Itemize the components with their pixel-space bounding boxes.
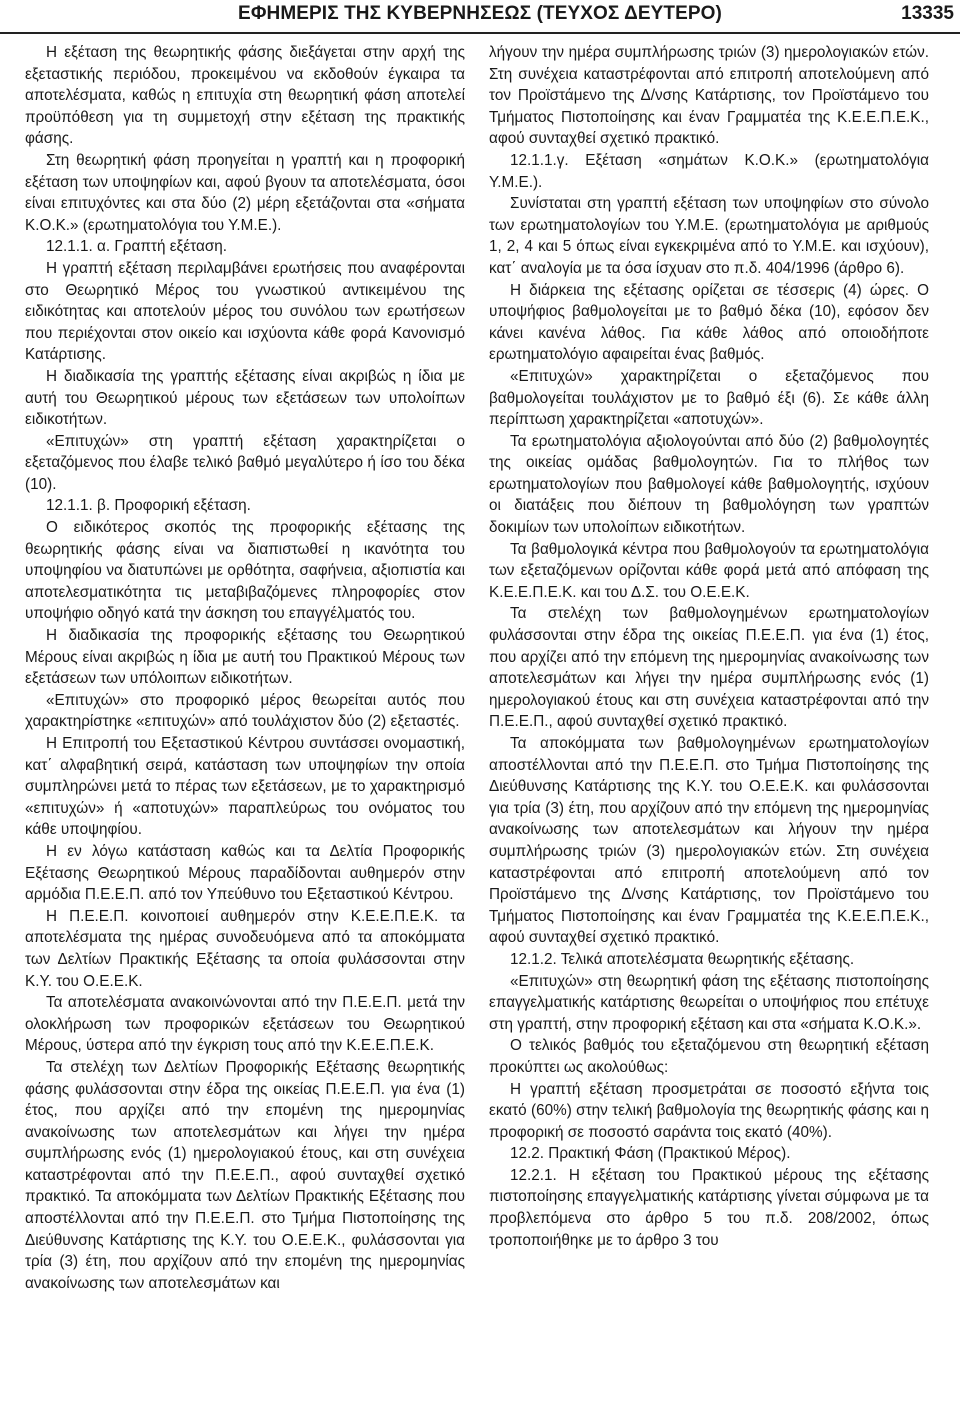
- paragraph: Η Επιτροπή του Εξεταστικού Κέντρου συντάσσει ονομαστική, κατ΄ αλφαβητική σειρά, κατάσταση των υποψηφίων την οποία συμπληρώνει μετά το πέρας των εξετάσεων, με το χαρακτηρισμό «επιτυχών» ή «αποτυχών» παραπλεύρως του ονόματος του κάθε υποψηφίου.: [25, 735, 465, 839]
- paragraph: Ο τελικός βαθμός του εξεταζόμενου στη θεωρητική εξέταση προκύπτει ως ακολούθως:: [489, 1037, 929, 1076]
- section-heading: 12.1.1. β. Προφορική εξέταση.: [46, 497, 251, 515]
- paragraph: Η εξέταση της θεωρητικής φάσης διεξάγεται στην αρχή της εξεταστικής περιόδου, προκειμένου να εκδοθούν έγκαιρα τα αποτελέσματα, καθώς η επιτυχία στη θεωρητική φάση αποτελεί προϋπόθεση για τη συμμετοχή στην εξέταση της πρακτικής φάσης.: [25, 44, 465, 148]
- paragraph: Η Π.Ε.Ε.Π. κοινοποιεί αυθημερόν στην Κ.Ε.Ε.Π.Ε.Κ. τα αποτελέσματα της ημέρας συνοδευόμενα από τα αποκόμματα των Δελτίων Πρακτικής Εξέτασης τα οποία φυλάσσονται στην Κ.Υ. του Ο.Ε.Ε.Κ.: [25, 907, 465, 990]
- section-heading: 12.1.2. Τελικά αποτελέσματα θεωρητικής εξέτασης.: [510, 950, 855, 968]
- paragraph: Συνίσταται στη γραπτή εξέταση των υποψηφίων στο σύνολο των ερωτηματολογίων του Υ.Μ.Ε. (ερωτηματολόγια με αριθμούς 1, 2, 4 και 5 όπως είναι εγκεκριμένα από το Υ.Μ.Ε. και ισχύουν), κατ΄ αναλογία με τα όσα ίσχυαν στο π.δ. 404/1996 (άρθρο 6).: [489, 195, 929, 277]
- section-heading: 12.1.1. α. Γραπτή εξέταση.: [46, 238, 228, 256]
- paragraph: Η γραπτή εξέταση προσμετράται σε ποσοστό εξήντα τοις εκατό (60%) στην τελική βαθμολογία της θεωρητικής φάσης και η προφορική σε ποσοστό σαράντα τοις εκατό (40%).: [489, 1080, 929, 1141]
- section-heading: 12.1.1.γ. Εξέταση «σημάτων Κ.Ο.Κ.» (ερωτηματολόγια Υ.Μ.Ε.).: [489, 151, 929, 191]
- paragraph: Η διαδικασία της γραπτής εξέτασης είναι ακριβώς η ίδια με αυτή του Θεωρητικού μέρους των εξετάσεων των υπολοίπων ειδικοτήτων.: [25, 367, 465, 429]
- paragraph: «Επιτυχών» στη γραπτή εξέταση χαρακτηρίζεται ο εξεταζόμενος που έλαβε τελικό βαθμό μεγαλύτερο ή ίσο του δέκα (10).: [25, 432, 465, 493]
- paragraph: 12.2.1. Η εξέταση του Πρακτικού μέρους της εξέτασης πιστοποίησης επαγγελματικής κατάρτισης γίνεται σύμφωνα με τα προβλεπόμενα στο άρθρο 5 του π.δ. 208/2002, όπως τροποποιήθηκε με το άρθρο 3 του: [489, 1166, 929, 1249]
- paragraph: «Επιτυχών» χαρακτηρίζεται ο εξεταζόμενος που βαθμολογείται τουλάχιστον με το βαθμό έξι (6). Σε κάθε άλλη περίπτωση χαρακτηρίζεται «αποτυχών».: [489, 367, 929, 429]
- right-column: [489, 42, 929, 1420]
- page-header: [0, 0, 960, 34]
- paragraph: Τα στελέχη των Δελτίων Προφορικής Εξέτασης θεωρητικής φάσης φυλάσσονται στην έδρα της οικείας Π.Ε.Ε.Π. για ένα (1) έτος, που αρχίζει από την επομένη της ημερομηνίας ανακοίνωσης των αποτελεσμάτων και λήγει την ημέρα συμπλήρωσης ενός (1) ημερολογιακού έτους, και στη συνέχεια καταστρέφονται από την Π.Ε.Ε.Π., αφού συνταχθεί σχετικό πρακτικό. Τα αποκόμματα των Δελτίων Πρακτικής Εξέτασης που αποστέλλονται από την Π.Ε.Ε.Π. στο Τμήμα Πιστοποίησης της Διεύθυνσης Κατάρτισης της Κ.Υ. του Ο.Ε.Ε.Κ., φυλάσσονται για τρία (3) έτη, που αρχίζουν από την επομένη της ημερομηνίας ανακοίνωσης των αποτελεσμάτων και: [25, 1058, 465, 1292]
- paragraph: «Επιτυχών» στη θεωρητική φάση της εξέτασης πιστοποίησης επαγγελματικής κατάρτισης θεωρείται ο υποψήφιος που επέτυχε στη γραπτή, στην προφορική εξέταση και στα «σήματα Κ.Ο.Κ.».: [489, 972, 929, 1033]
- paragraph: Η διαδικασία της προφορικής εξέτασης του Θεωρητικού Μέρους είναι ακριβώς η ίδια με αυτή του Πρακτικού Μέρους των εξετάσεων των υπόλοιπων ειδικοτήτων.: [25, 627, 465, 688]
- page-number: 13335: [901, 3, 954, 24]
- paragraph: Η εν λόγω κατάσταση καθώς και τα Δελτία Προφορικής Εξέτασης Θεωρητικού Μέρους παραδίδονται αυθημερόν στην αρμόδια Π.Ε.Ε.Π. από τον Υπεύθυνο του Εξεταστικού Κέντρου.: [25, 842, 465, 904]
- paragraph: Στη θεωρητική φάση προηγείται η γραπτή και η προφορική εξέταση των υποψηφίων και, αφού βγουν τα αποτελέσματα, όσοι είναι επιτυχόντες και στα δύο (2) μέρη εξετάζονται στα «σήματα Κ.Ο.Κ.» (ερωτηματολόγια του Υ.Μ.Ε.).: [25, 151, 465, 234]
- paragraph: Τα στελέχη των βαθμολογημένων ερωτηματολογίων φυλάσσονται στην έδρα της οικείας Π.Ε.Ε.Π. για ένα (1) έτος, που αρχίζει από την επόμενη της ημερομηνίας ανακοίνωσης των αποτελεσμάτων και λήγει την ημέρα συμπλήρωσης ενός (1) ημερολογιακού έτους και στη συνέχεια καταστρέφονται από την Π.Ε.Ε.Π., αφού συνταχθεί σχετικό πρακτικό.: [489, 605, 929, 731]
- paragraph: Τα βαθμολογικά κέντρα που βαθμολογούν τα ερωτηματολόγια των εξεταζόμενων ορίζονται κάθε φορά μετά από απόφαση της Κ.Ε.Ε.Π.Ε.Κ. και του Δ.Σ. του Ο.Ε.Ε.Κ.: [489, 540, 929, 601]
- paragraph: «Επιτυχών» στο προφορικό μέρος θεωρείται αυτός που χαρακτηρίστηκε «επιτυχών» από τουλάχιστον δύο (2) εξεταστές.: [25, 691, 465, 731]
- paragraph: λήγουν την ημέρα συμπλήρωσης τριών (3) ημερολογιακών ετών. Στη συνέχεια καταστρέφονται από επιτροπή αποτελούμενη από τον Προϊστάμενο της Δ/νσης Κατάρτισης, τον Προϊστάμενο του Τμήματος Πιστοποίησης και έναν Γραμματέα της Κ.Ε.Ε.Π.Ε.Κ., αφού συνταχθεί σχετικό πρακτικό.: [489, 44, 929, 148]
- paragraph: Ο ειδικότερος σκοπός της προφορικής εξέτασης της θεωρητικής φάσης είναι να διαπιστωθεί η ικανότητα του υποψηφίου να διατυπώνει με ορθότητα, σαφήνεια, αξιοπιστία και αποτελεσματικότητα τις μεταβιβαζόμενες πληροφορίες στον υποψήφιο οδηγό κατά την άσκηση του επαγγέλματός του.: [25, 519, 465, 623]
- gazette-title: ΕΦΗΜΕΡΙΣ ΤΗΣ ΚΥΒΕΡΝΗΣΕΩΣ (ΤΕΥΧΟΣ ΔΕΥΤΕΡΟ): [238, 3, 722, 24]
- paragraph: Τα αποτελέσματα ανακοινώνονται από την Π.Ε.Ε.Π. μετά την ολοκλήρωση των προφορικών εξετάσεων του Θεωρητικού Μέρους, ύστερα από την έγκριση τους από την Κ.Ε.Ε.Π.Ε.Κ.: [25, 994, 465, 1055]
- paragraph: Τα αποκόμματα των βαθμολογημένων ερωτηματολογίων αποστέλλονται από την Π.Ε.Ε.Π. στο Τμήμα Πιστοποίησης της Διεύθυνσης Κατάρτισης της Κ.Υ. του Ο.Ε.Ε.Κ. και φυλάσσονται για τρία (3) έτη, που αρχίζουν από την επόμενη της ημερομηνίας ανακοίνωσης των αποτελεσμάτων και λήγουν την ημέρα συμπλήρωσης τριών (3) ημερολογιακών ετών. Στη συνέχεια καταστρέφονται από επιτροπή αποτελούμενη από τον Προϊστάμενο της Δ/νσης Κατάρτισης, τον Προϊστάμενο του Τμήματος Πιστοποίησης και έναν Γραμματέα της Κ.Ε.Ε.Π.Ε.Κ., αφού συνταχθεί σχετικό πρακτικό.: [489, 735, 929, 947]
- section-heading: 12.2. Πρακτική Φάση (Πρακτικού Μέρος).: [510, 1145, 791, 1163]
- paragraph: Τα ερωτηματολόγια αξιολογούνται από δύο (2) βαθμολογητές της οικείας ομάδας βαθμολογητών. Για το πλήθος των ερωτηματολογίων που βαθμολογεί κάθε βαθμολογητής, ισχύουν οι διατάξεις που διέπουν τη βαθμολόγηση των γραπτών δοκιμίων των υπολοίπων ειδικοτήτων.: [489, 432, 929, 537]
- paragraph: Η διάρκεια της εξέτασης ορίζεται σε τέσσερις (4) ώρες. Ο υποψήφιος βαθμολογείται με το βαθμό δέκα (10), εφόσον δεν κάνει κανένα λάθος. Για κάθε λάθος από οποιοδήποτε ερωτηματολόγιο αφαιρείται ένας βαθμός.: [489, 281, 929, 364]
- paragraph: Η γραπτή εξέταση περιλαμβάνει ερωτήσεις που αναφέρονται στο Θεωρητικό Μέρος του γνωστικού αντικειμένου της ειδικότητας και αποτελούν μέρος του συνόλου των ερωτήσεων που περιέχονται στον οικείο και ισχύοντα κάθε φορά Κανονισμό Κατάρτισης.: [25, 259, 465, 364]
- left-column: [25, 42, 465, 1420]
